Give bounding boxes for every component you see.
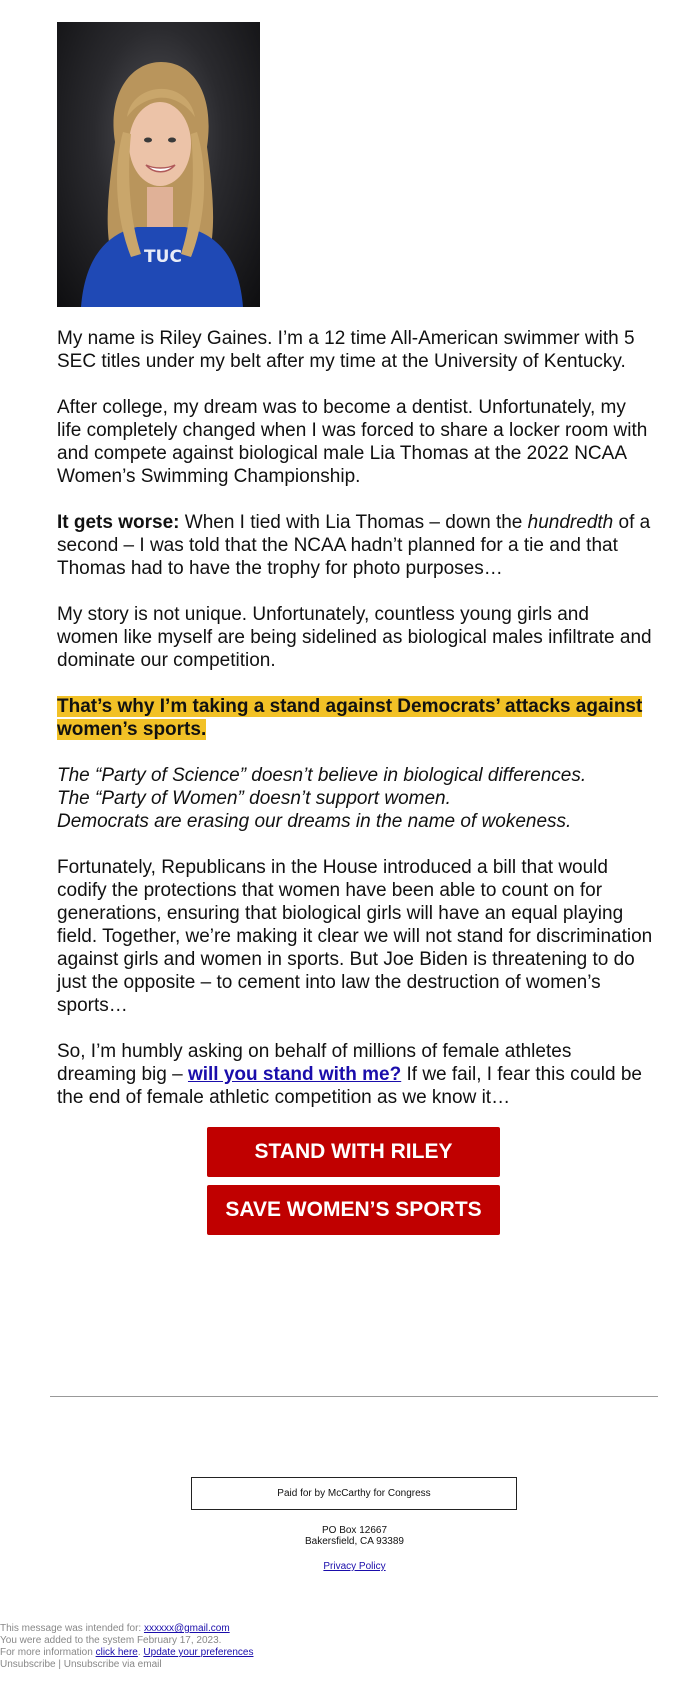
story-paragraph: After college, my dream was to become a dentist. Unfortunately, my life completely changed when I was forced to share a locker room with and compete against biological male Lia Thomas at the 2022 NCAA Women’s Swimming Championship. [57,397,648,487]
shirt-lettering: TUC [144,247,182,267]
mailing-address [0,1525,700,1547]
italic-statements [57,764,653,833]
unsubscribe-line [0,1659,253,1671]
worse-text-b: of a second – I was told that the NCAA hadn’t planned for a tie and that Thomas had to have the trophy for photo purposes… [57,512,651,579]
added-line: You were added to the system February 17, 2023. [0,1635,222,1646]
statement-line-2: The “Party of Women” doesn’t support women. [57,788,451,809]
info-line [0,1647,253,1659]
unsubscribe-email-link[interactable]: Unsubscribe via email [63,1659,162,1670]
intended-label: This message was intended for: [0,1623,144,1634]
statement-line-1: The “Party of Science” doesn’t believe in biological differences. [57,765,587,786]
info-label: For more information [0,1647,96,1658]
statement-line-3: Democrats are erasing our dreams in the name of wokeness. [57,811,572,832]
update-preferences-link[interactable]: Update your preferences [143,1647,254,1658]
privacy-row [0,1561,700,1573]
recipient-email-link[interactable]: xxxxxx@gmail.com [143,1623,230,1634]
stand-paragraph [57,695,653,741]
save-womens-sports-button[interactable]: SAVE WOMEN’S SPORTS [207,1185,500,1235]
stand-highlight: That’s why I’m taking a stand against Democrats’ attacks against women’s sports. [57,696,643,740]
unsubscribe-separator: | [55,1659,64,1670]
worse-text-a: When I tied with Lia Thomas – down the [179,512,528,533]
stand-with-me-link[interactable]: will you stand with me? [187,1064,402,1085]
stand-with-riley-button[interactable]: STAND WITH RILEY [207,1127,500,1177]
intended-line [0,1623,253,1635]
info-separator: . [137,1647,144,1658]
footer-divider [50,1396,658,1397]
po-box: PO Box 12667 [321,1525,388,1536]
portrait-illustration [57,22,260,307]
worse-lead: It gets worse: [57,512,180,533]
ask-paragraph [57,1040,653,1109]
email-body [57,0,653,1235]
portrait-photo [57,22,260,307]
unique-paragraph: My story is not unique. Unfortunately, countless young girls and women like myself are being sidelined as biological males infiltrate and dominate our competition. [57,604,652,671]
ask-text-b: If we fail, I fear this could be the end of female athletic competition as we know it… [57,1064,643,1108]
bill-paragraph: Fortunately, Republicans in the House introduced a bill that would codify the protections that women have been able to count on for generations, ensuring that biological girls will have an equal playing field. Together, we’re making it clear we will not stand for discrimination against girls and women in sports. But Joe Biden is threatening to do just the opposite – to cement into law the destruction of women’s sports… [57,857,653,1016]
privacy-policy-link[interactable]: Privacy Policy [323,1561,386,1572]
email-footer [0,1623,253,1671]
click-here-link[interactable]: click here [95,1647,138,1658]
ask-text-a: So, I’m humbly asking on behalf of millions of female athletes dreaming big – [57,1041,572,1085]
intro-paragraph: My name is Riley Gaines. I’m a 12 time All-American swimmer with 5 SEC titles under my belt after my time at the University of Kentucky. [57,328,635,372]
unsubscribe-link[interactable]: Unsubscribe [0,1659,56,1670]
worse-italic: hundredth [527,512,614,533]
worse-paragraph [57,511,653,580]
city-state-zip: Bakersfield, CA 93389 [305,1536,404,1547]
paid-for-disclaimer: Paid for by McCarthy for Congress [191,1477,517,1510]
